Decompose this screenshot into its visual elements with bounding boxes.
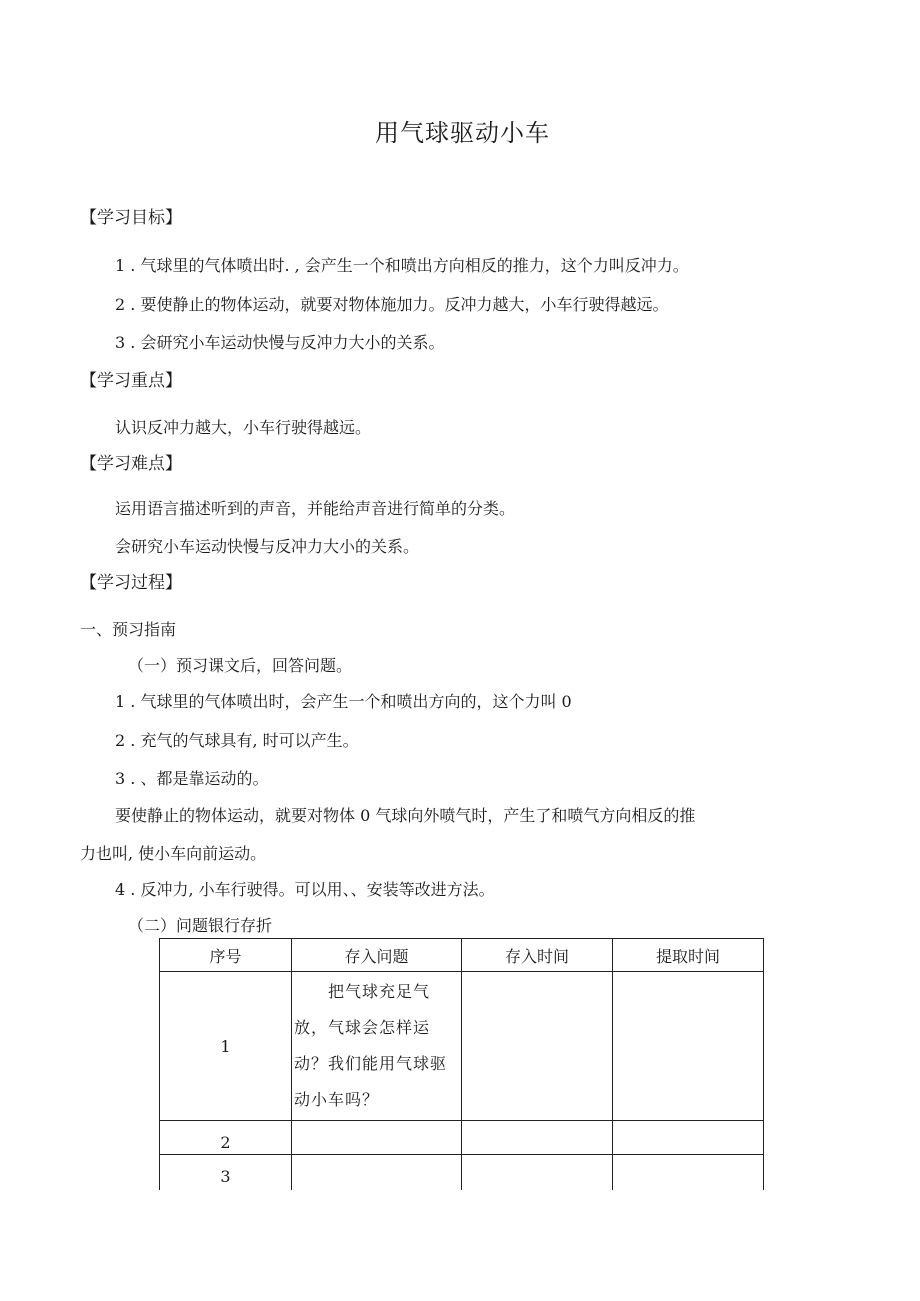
subsection-answer-questions: （一）预习课文后，回答问题。: [128, 656, 353, 675]
table-row: [160, 1155, 764, 1190]
focus-heading: 【学习重点】: [80, 371, 182, 391]
row-deposit-time: [462, 1155, 613, 1190]
row-question: 把气球充足气放，气球会怎样运动？我们能用气球驱动小车吗？: [292, 972, 462, 1121]
table-row: [160, 972, 764, 1121]
question-1: 1 . 气球里的气体喷出时，会产生一个和喷出方向的，这个力叫 0: [115, 692, 572, 711]
goals-heading: 【学习目标】: [80, 208, 182, 228]
page-title: 用气球驱动小车: [375, 119, 550, 147]
goal-item-1: 1 . 气球里的气体喷出时. , 会产生一个和喷出方向相反的推力，这个力叫反冲力。: [115, 256, 689, 275]
paragraph-line-2: 力也叫, 使小车向前运动。: [80, 844, 267, 863]
goal-item-2: 2 . 要使静止的物体运动，就要对物体施加力。反冲力越大，小车行驶得越远。: [115, 295, 669, 314]
row-question: [292, 1121, 462, 1155]
header-withdraw-time: 提取时间: [613, 939, 764, 972]
question-2: 2 . 充气的气球具有, 时可以产生。: [115, 731, 359, 750]
row-index: 3: [160, 1155, 292, 1190]
goal-item-3: 3 . 会研究小车运动快慢与反冲力大小的关系。: [115, 333, 445, 352]
section-preview-guide: 一、预习指南: [80, 620, 177, 639]
row-deposit-time: [462, 1121, 613, 1155]
question-4: 4 . 反冲力, 小车行驶得。可以用、、安装等改进方法。: [115, 880, 495, 899]
row-withdraw-time: [613, 1121, 764, 1155]
row-deposit-time: [462, 972, 613, 1121]
row-withdraw-time: [613, 1155, 764, 1190]
row-index: 1: [160, 972, 292, 1121]
header-question: 存入问题: [292, 939, 462, 972]
difficulty-line-1: 运用语言描述听到的声音，并能给声音进行简单的分类。: [115, 499, 516, 518]
difficulty-line-2: 会研究小车运动快慢与反冲力大小的关系。: [115, 537, 420, 556]
question-bank-table: [159, 938, 764, 1190]
process-heading: 【学习过程】: [80, 573, 182, 593]
row-question: [292, 1155, 462, 1190]
paragraph-line-1: 要使静止的物体运动，就要对物体 0 气球向外喷气时，产生了和喷气方向相反的推: [115, 806, 696, 825]
row-index: 2: [160, 1121, 292, 1155]
row-withdraw-time: [613, 972, 764, 1121]
question-3: 3 . 、都是靠运动的。: [115, 769, 269, 788]
focus-text: 认识反冲力越大，小车行驶得越远。: [115, 418, 372, 437]
header-index: 序号: [160, 939, 292, 972]
difficulty-heading: 【学习难点】: [80, 454, 182, 474]
table-header-row: [160, 939, 764, 972]
header-deposit-time: 存入时间: [462, 939, 613, 972]
table-row: [160, 1121, 764, 1155]
subsection-question-bank: （二）问题银行存折: [128, 916, 273, 935]
